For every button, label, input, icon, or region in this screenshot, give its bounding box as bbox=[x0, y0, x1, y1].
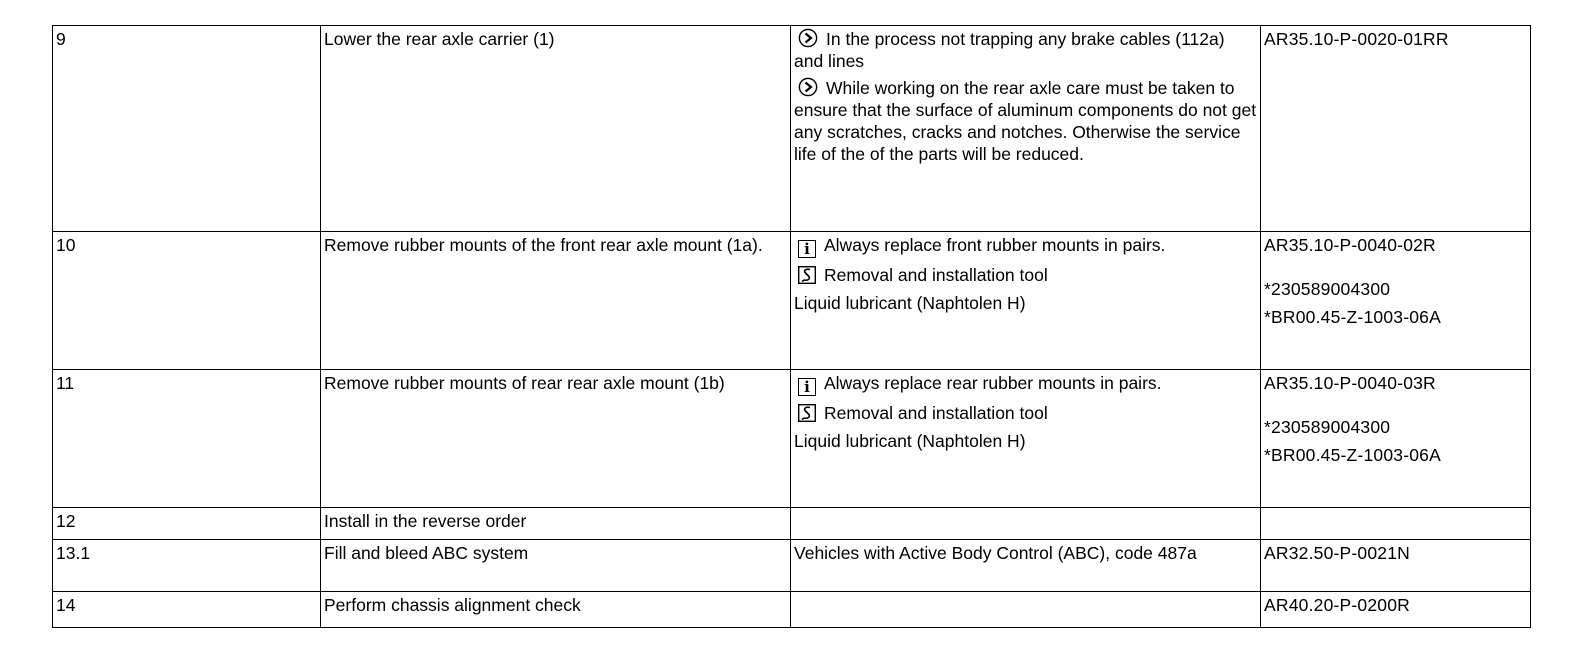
lubricant-code: *BR00.45-Z-1003-06A bbox=[1264, 445, 1441, 465]
step-action: Remove rubber mounts of the front rear axle mount (1a). bbox=[321, 232, 791, 370]
part-number: *230589004300 bbox=[1264, 417, 1391, 437]
info-icon: i bbox=[798, 378, 816, 396]
step-notes bbox=[791, 26, 1261, 232]
note-item: In the process not trapping any brake cables (112a) and lines bbox=[794, 29, 1225, 71]
note-item: Liquid lubricant (Naphtolen H) bbox=[794, 293, 1026, 313]
step-references bbox=[1261, 370, 1531, 508]
step-action: Install in the reverse order bbox=[321, 508, 791, 540]
step-references bbox=[1261, 232, 1531, 370]
step-action: Fill and bleed ABC system bbox=[321, 540, 791, 592]
step-notes bbox=[791, 232, 1261, 370]
step-action: Perform chassis alignment check bbox=[321, 592, 791, 628]
note-item: Removal and installation tool bbox=[794, 402, 1257, 424]
note-item: Liquid lubricant (Naphtolen H) bbox=[794, 431, 1026, 451]
step-action: Remove rubber mounts of rear rear axle mount (1b) bbox=[321, 370, 791, 508]
warning-arrow-icon bbox=[798, 77, 818, 97]
tool-icon bbox=[798, 404, 816, 422]
step-notes bbox=[791, 508, 1261, 540]
reference-code: AR35.10-P-0040-03R bbox=[1264, 373, 1436, 393]
table-row bbox=[53, 540, 1531, 592]
procedure-table bbox=[52, 25, 1531, 628]
step-number: 11 bbox=[53, 370, 321, 508]
step-notes bbox=[791, 592, 1261, 628]
step-number: 12 bbox=[53, 508, 321, 540]
step-number: 14 bbox=[53, 592, 321, 628]
reference-code: AR32.50-P-0021N bbox=[1264, 543, 1410, 563]
reference-code: AR35.10-P-0020-01RR bbox=[1264, 29, 1449, 49]
part-number: *230589004300 bbox=[1264, 279, 1391, 299]
step-references bbox=[1261, 508, 1531, 540]
step-references bbox=[1261, 592, 1531, 628]
note-item: Vehicles with Active Body Control (ABC), code 487a bbox=[794, 543, 1197, 563]
tool-icon bbox=[798, 266, 816, 284]
step-number: 9 bbox=[53, 26, 321, 232]
step-references bbox=[1261, 540, 1531, 592]
table-row bbox=[53, 232, 1531, 370]
note-item: i Always replace rear rubber mounts in pairs. bbox=[794, 372, 1257, 396]
step-notes bbox=[791, 370, 1261, 508]
reference-code: AR35.10-P-0040-02R bbox=[1264, 235, 1436, 255]
note-item: Removal and installation tool bbox=[794, 264, 1257, 286]
step-references bbox=[1261, 26, 1531, 232]
table-row bbox=[53, 592, 1531, 628]
note-item: While working on the rear axle care must be taken to ensure that the surface of aluminum components do not get any scratches, cracks and notches. Otherwise the service life of the of the parts will be reduced. bbox=[794, 78, 1257, 164]
lubricant-code: *BR00.45-Z-1003-06A bbox=[1264, 307, 1441, 327]
table-row bbox=[53, 370, 1531, 508]
warning-arrow-icon bbox=[798, 28, 818, 48]
info-icon: i bbox=[798, 240, 816, 258]
note-item: i Always replace front rubber mounts in pairs. bbox=[794, 234, 1257, 258]
step-notes bbox=[791, 540, 1261, 592]
table-row bbox=[53, 26, 1531, 232]
step-action: Lower the rear axle carrier (1) bbox=[321, 26, 791, 232]
table-row bbox=[53, 508, 1531, 540]
step-number: 10 bbox=[53, 232, 321, 370]
reference-code: AR40.20-P-0200R bbox=[1264, 595, 1410, 615]
step-number: 13.1 bbox=[53, 540, 321, 592]
